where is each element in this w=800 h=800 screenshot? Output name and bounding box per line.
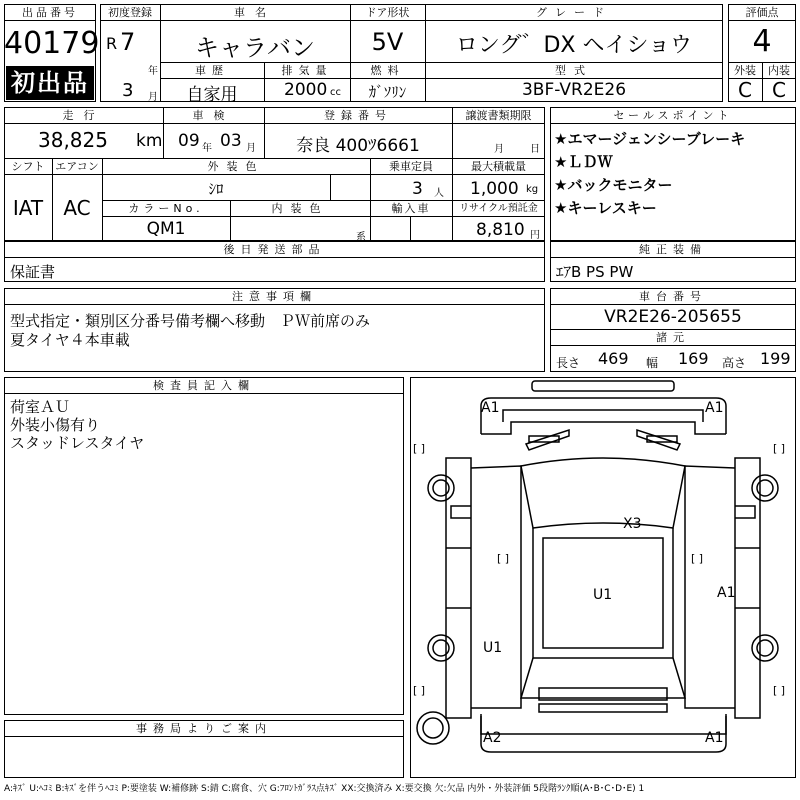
- damage-mark-right-side: A1: [717, 585, 736, 601]
- inspector-label: 検査員記入欄: [153, 379, 255, 392]
- mileage-unit: km: [136, 131, 163, 151]
- history-label: 車歴: [195, 64, 229, 77]
- shift: IAT: [12, 196, 44, 220]
- mileage: 38,825: [38, 128, 108, 152]
- car-diagram-drawing: [411, 378, 795, 777]
- lot-number-label: 出品番号: [22, 6, 78, 19]
- window-bracket-5: [ ]: [413, 684, 426, 697]
- window-bracket-1: [ ]: [413, 442, 426, 455]
- displacement: 2000: [284, 80, 328, 100]
- ac: AC: [63, 196, 91, 220]
- score: 4: [752, 24, 772, 59]
- body-color: ｼﾛ: [208, 180, 224, 198]
- window-bracket-4: [ ]: [691, 552, 704, 565]
- width: 169: [678, 349, 709, 368]
- year-unit: 年: [148, 66, 158, 77]
- shift-label: シフト: [11, 160, 45, 173]
- first-reg-year: 7: [120, 28, 136, 56]
- capacity: 3: [412, 179, 423, 199]
- ext-grade: C: [738, 78, 752, 102]
- sales-point-2: ★ＬＤＷ: [554, 153, 613, 171]
- legend: A:ｷｽﾞ U:ﾍｺﾐ B:ｷｽﾞを伴うﾍｺﾐ P:要塗装 W:補修跡 S:錆 C:腐食、穴 G:ﾌﾛﾝﾄｶﾞﾗｽ点ｷｽﾞ XX:交換済み X:要交換 欠:欠品 内外・外装評価 5段階ﾗﾝｸ順(A･B･C･D･E) 1: [4, 784, 645, 794]
- score-label: 評価点: [745, 6, 779, 19]
- first-reg-label: 初度登録: [108, 6, 152, 19]
- length-label: 長さ: [556, 356, 581, 370]
- first-listing-badge: [6, 66, 94, 100]
- window-bracket-3: [ ]: [497, 552, 510, 565]
- grade: ロング゛DX ヘイショウ: [455, 33, 693, 58]
- door-type: 5V: [371, 28, 404, 56]
- first-reg-month: 3: [122, 80, 134, 101]
- interior-color-label: 内装色: [271, 202, 329, 215]
- damage-mark-rear-right: A1: [705, 730, 724, 746]
- recycle-unit: 円: [530, 230, 540, 241]
- model: 3BF-VR2E26: [521, 80, 627, 100]
- damage-mark-rear-left: A2: [483, 730, 502, 746]
- notes-line-2: 夏タイヤ４本車載: [10, 331, 130, 349]
- mileage-label: 走行: [62, 109, 105, 122]
- car-diagram: [410, 377, 796, 778]
- length: 469: [598, 349, 629, 368]
- inspector-line-1: 荷室ＡＵ: [10, 398, 71, 416]
- reg-number-label: 登録番号: [324, 109, 392, 122]
- later-parts: 保証書: [10, 263, 56, 281]
- reg-number: 奈良 400ﾂ6661: [296, 136, 420, 156]
- max-load: 1,000: [470, 179, 519, 199]
- displacement-unit: cc: [330, 87, 341, 98]
- fuel-label: 燃料: [370, 64, 405, 77]
- int-grade-label: 内装: [768, 64, 790, 77]
- recycle-label: リサイクル預託金: [459, 203, 538, 214]
- car-name-label: 車名: [234, 6, 276, 19]
- height-label: 高さ: [722, 356, 747, 370]
- lot-number: 40179: [4, 26, 100, 61]
- inspector-line-2: 外装小傷有り: [10, 416, 101, 434]
- transfer-month-unit: 月: [494, 144, 504, 155]
- first-listing-text: 初出品: [11, 69, 89, 97]
- options: ｴｱB PS PW: [556, 263, 634, 281]
- import-label: 輸入車: [391, 202, 431, 215]
- inspection-year: 09: [178, 131, 200, 151]
- color-no: QM1: [146, 219, 186, 239]
- capacity-unit: 人: [434, 188, 444, 199]
- sales-points-label: セールスポイント: [613, 109, 733, 122]
- damage-mark-left-side: U1: [483, 640, 503, 656]
- office-label: 事務局よりご案内: [136, 722, 272, 735]
- window-bracket-6: [ ]: [773, 684, 786, 697]
- damage-mark-roof: X3: [623, 516, 642, 532]
- inspector-line-3: スタッドレスタイヤ: [10, 434, 145, 452]
- month-unit: 月: [148, 92, 158, 103]
- max-load-label: 最大積載量: [471, 160, 526, 173]
- ac-label: エアコン: [55, 160, 99, 173]
- car-name: キャラバン: [195, 34, 315, 62]
- model-label: 型式: [555, 64, 593, 77]
- capacity-label: 乗車定員: [389, 160, 433, 173]
- width-label: 幅: [646, 356, 659, 370]
- height: 199: [760, 349, 791, 368]
- ext-grade-label: 外装: [734, 64, 756, 77]
- max-load-unit: kg: [526, 184, 539, 195]
- later-parts-label: 後日発送部品: [223, 243, 326, 256]
- notes-line-1: 型式指定・類別区分番号備考欄へ移動 ＰＷ前席のみ: [10, 312, 371, 330]
- chassis-label: 車台番号: [639, 290, 707, 303]
- inspection-label: 車検: [192, 109, 235, 122]
- door-label: ドア形状: [365, 6, 410, 19]
- damage-mark-front-right: A1: [705, 400, 724, 416]
- inspection-year-unit: 年: [202, 143, 212, 154]
- inspection-month: 03: [220, 131, 242, 151]
- window-bracket-2: [ ]: [773, 442, 786, 455]
- inspection-month-unit: 月: [246, 143, 256, 154]
- era: R: [106, 34, 118, 53]
- color-no-label: カラーNo.: [128, 202, 204, 215]
- int-grade: C: [772, 78, 786, 102]
- damage-mark-cargo: U1: [593, 587, 613, 603]
- notes-label: 注意事項欄: [232, 290, 317, 303]
- sales-point-3: ★バックモニター: [554, 176, 673, 194]
- displacement-label: 排気量: [281, 64, 333, 77]
- interior-color-suffix: 系: [356, 232, 366, 243]
- body-color-label: 外装色: [207, 160, 265, 173]
- history: 自家用: [186, 85, 238, 105]
- grade-label: グレード: [536, 6, 612, 19]
- dims-label: 諸元: [656, 331, 690, 344]
- options-label: 純正装備: [639, 243, 707, 256]
- chassis-number: VR2E26-205655: [604, 307, 742, 327]
- fuel: ｶﾞｿﾘﾝ: [368, 83, 407, 101]
- sales-point-1: ★エマージェンシーブレーキ: [554, 130, 746, 148]
- transfer-day-unit: 日: [530, 144, 540, 155]
- damage-mark-front-left: A1: [481, 400, 500, 416]
- sales-point-4: ★キーレスキー: [554, 199, 657, 217]
- transfer-deadline-label: 譲渡書類期限: [465, 109, 532, 122]
- recycle-deposit: 8,810: [476, 220, 525, 240]
